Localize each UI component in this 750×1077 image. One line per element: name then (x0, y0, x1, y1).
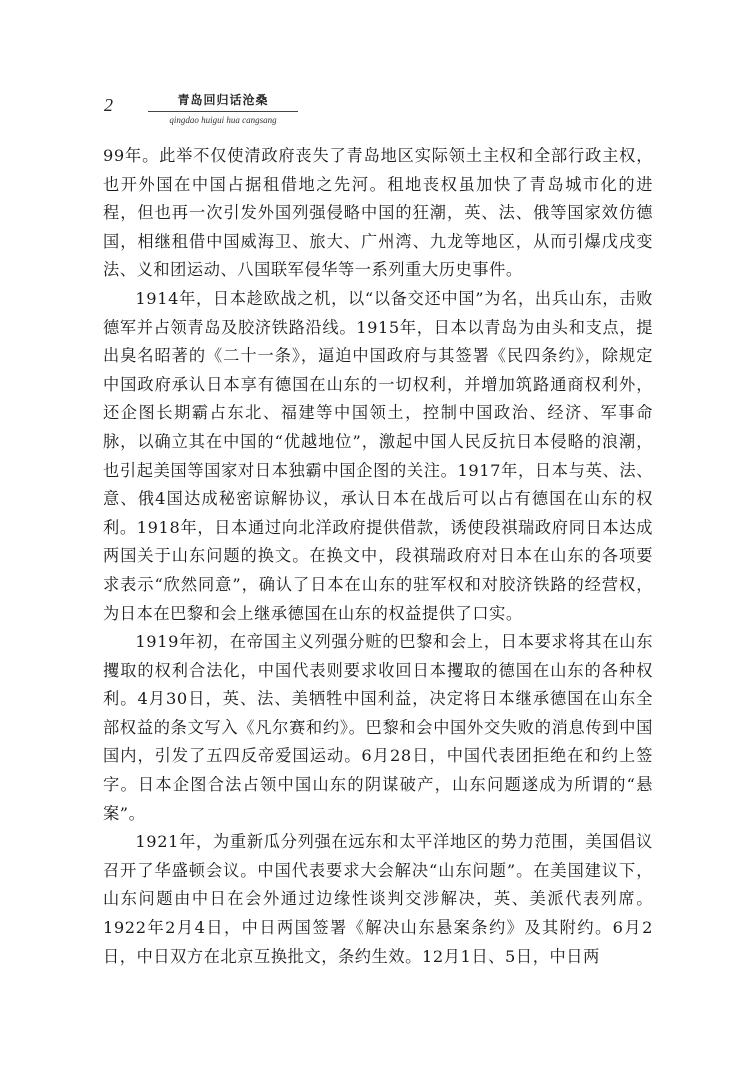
paragraph-1919: 1919年初，在帝国主义列强分赃的巴黎和会上，日本要求将其在山东攫取的权利合法化，中国代表则要求收回日本攫取的德国在山东的各种权利。4月30日，英、法、美牺牲中国利益，决定将日本继承德国在山东全部权益的条文写入《凡尔赛和约》。巴黎和会中国外交失败的消息传到中国国内，引发了五四反帝爱国运动。6月28日，中国代表团拒绝在和约上签字。日本企图合法占领中国山东的阴谋破产，山东问题遂成为所谓的“悬案”。 (103, 632, 653, 823)
page-number: 2 (104, 95, 113, 115)
paragraph-continued: 99年。此举不仅使清政府丧失了青岛地区实际领土主权和全部行政主权，也开外国在中国占据租借地之先河。租地丧权虽加快了青岛城市化的进程，但也再一次引发外国列强侵略中国的狂潮，英、法、俄等国家效仿德国，相继租借中国威海卫、旅大、广州湾、九龙等地区，从而引爆戊戌变法、义和团运动、八国联军侵华等一系列重大历史事件。 (103, 146, 653, 280)
body-text (103, 142, 653, 971)
paragraph-1921: 1921年，为重新瓜分列强在远东和太平洋地区的势力范围，美国倡议召开了华盛顿会议。中国代表要求大会解决“山东问题”。在美国建议下，山东问题由中日在会外通过边缘性谈判交涉解决，英、美派代表列席。1922年2月4日，中日两国签署《解决山东悬案条约》及其附约。6月2日，中日双方在北京互换批文，条约生效。12月1日、5日，中日两 (103, 832, 653, 966)
running-head (148, 92, 298, 126)
paragraph-1914: 1914年，日本趁欧战之机，以“以备交还中国”为名，出兵山东，击败德军并占领青岛及胶济铁路沿线。1915年，日本以青岛为由头和支点，提出臭名昭著的《二十一条》，逼迫中国政府与其签署《民四条约》，除规定中国政府承认日本享有德国在山东的一切权利，并增加筑路通商权利外，还企图长期霸占东北、福建等中国领土，控制中国政治、经济、军事命脉，以确立其在中国的“优越地位”，激起中国人民反抗日本侵略的浪潮，也引起美国等国家对日本独霸中国企图的关注。1917年，日本与英、法、意、俄4国达成秘密谅解协议，承认日本在战后可以占有德国在山东的权利。1918年，日本通过向北洋政府提供借款，诱使段祺瑞政府同日本达成两国关于山东问题的换文。在换文中，段祺瑞政府对日本在山东的各项要求表示“欣然同意”，确认了日本在山东的驻军权和对胶济铁路的经营权，为日本在巴黎和会上继承德国在山东的权益提供了口实。 (103, 288, 653, 623)
header-rule (148, 111, 298, 112)
book-title: 青岛回归话沧桑 (177, 93, 269, 107)
book-title-pinyin: qingdao huigui hua cangsang (169, 115, 277, 125)
